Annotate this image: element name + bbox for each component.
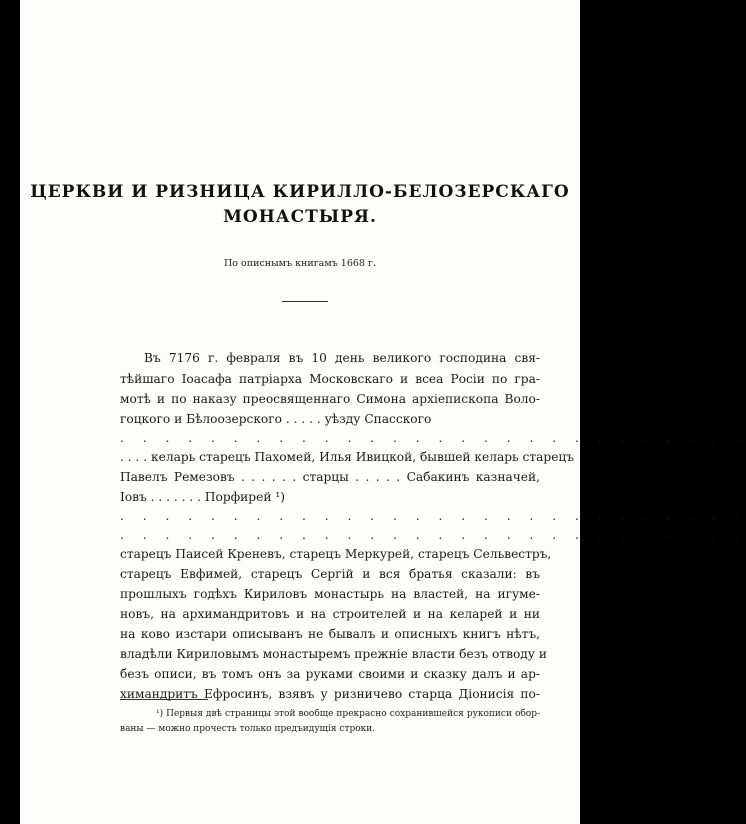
body-line: Іовъ . . . . . . . Порфирей ¹) — [120, 490, 285, 504]
body-line: прошлыхъ годѣхъ Кириловъ монастырь на властей, на игуме- — [120, 587, 540, 601]
body-line: тѣйшаго Іоасафа патріарха Московскаго и всеа Росіи по гра- — [120, 372, 540, 386]
body-line: мотѣ и по наказу преосвященнаго Симона архіепископа Воло- — [120, 392, 540, 406]
heading-line-1: ЦЕРКВИ И РИЗНИЦА КИРИЛЛО-БЕЛОЗЕРСКАГО — [30, 182, 570, 202]
body-line: старецъ Евфимей, старецъ Сергій и вся братья сказали: въ — [120, 567, 540, 581]
body-line: новъ, на архимандритовъ и на строителей и на келарей и ни — [120, 607, 540, 621]
body-line: Въ 7176 г. февраля въ 10 день великого господина свя- — [144, 351, 540, 365]
footnote-line: ¹) Первыя двѣ страницы этой вообще прекрасно сохранившейся рукописи обор- — [156, 709, 540, 719]
separator-rule — [282, 301, 328, 302]
dotted-line: . . . . . . . . . . . . . . . . . . . . . . . . . . . . — [120, 528, 746, 542]
body-line: Павелъ Ремезовъ . . . . . . старцы . . . . . Сабакинъ казначей, — [120, 470, 540, 484]
body-line: . . . . келарь старецъ Пахомей, Илья Ивицкой, бывшей келарь старецъ — [120, 450, 574, 464]
dotted-line: . . . . . . . . . . . . . . . . . . . . . . . . . . . . — [120, 431, 746, 445]
dotted-line: . . . . . . . . . . . . . . . . . . . . . . . . . . . . — [120, 509, 746, 523]
body-line: химандритъ Ефросинъ, взявъ у ризничево старца Діонисія по- — [120, 687, 540, 701]
subtitle: По описнымъ книгамъ 1668 г. — [224, 258, 376, 269]
document-page — [20, 0, 746, 824]
body-line: старецъ Паисей Креневъ, старецъ Меркурей, старецъ Сельвестръ, — [120, 547, 552, 561]
body-line: на ково изстари описыванъ не бывалъ и описныхъ книгъ нѣтъ, — [120, 627, 540, 641]
heading-line-2: МОНАСТЫРЯ. — [223, 207, 377, 227]
body-line: безъ описи, въ томъ онъ за руками своими и сказку далъ и ар- — [120, 667, 540, 681]
footnote-rule — [120, 699, 208, 700]
footnote-line: ваны — можно прочесть только предъидущія строки. — [120, 724, 376, 734]
body-line: владѣли Кириловымъ монастыремъ прежніе власти безъ отводу и — [120, 647, 547, 661]
body-line: гоцкого и Бѣлоозерского . . . . . уѣзду Спасского — [120, 412, 432, 426]
